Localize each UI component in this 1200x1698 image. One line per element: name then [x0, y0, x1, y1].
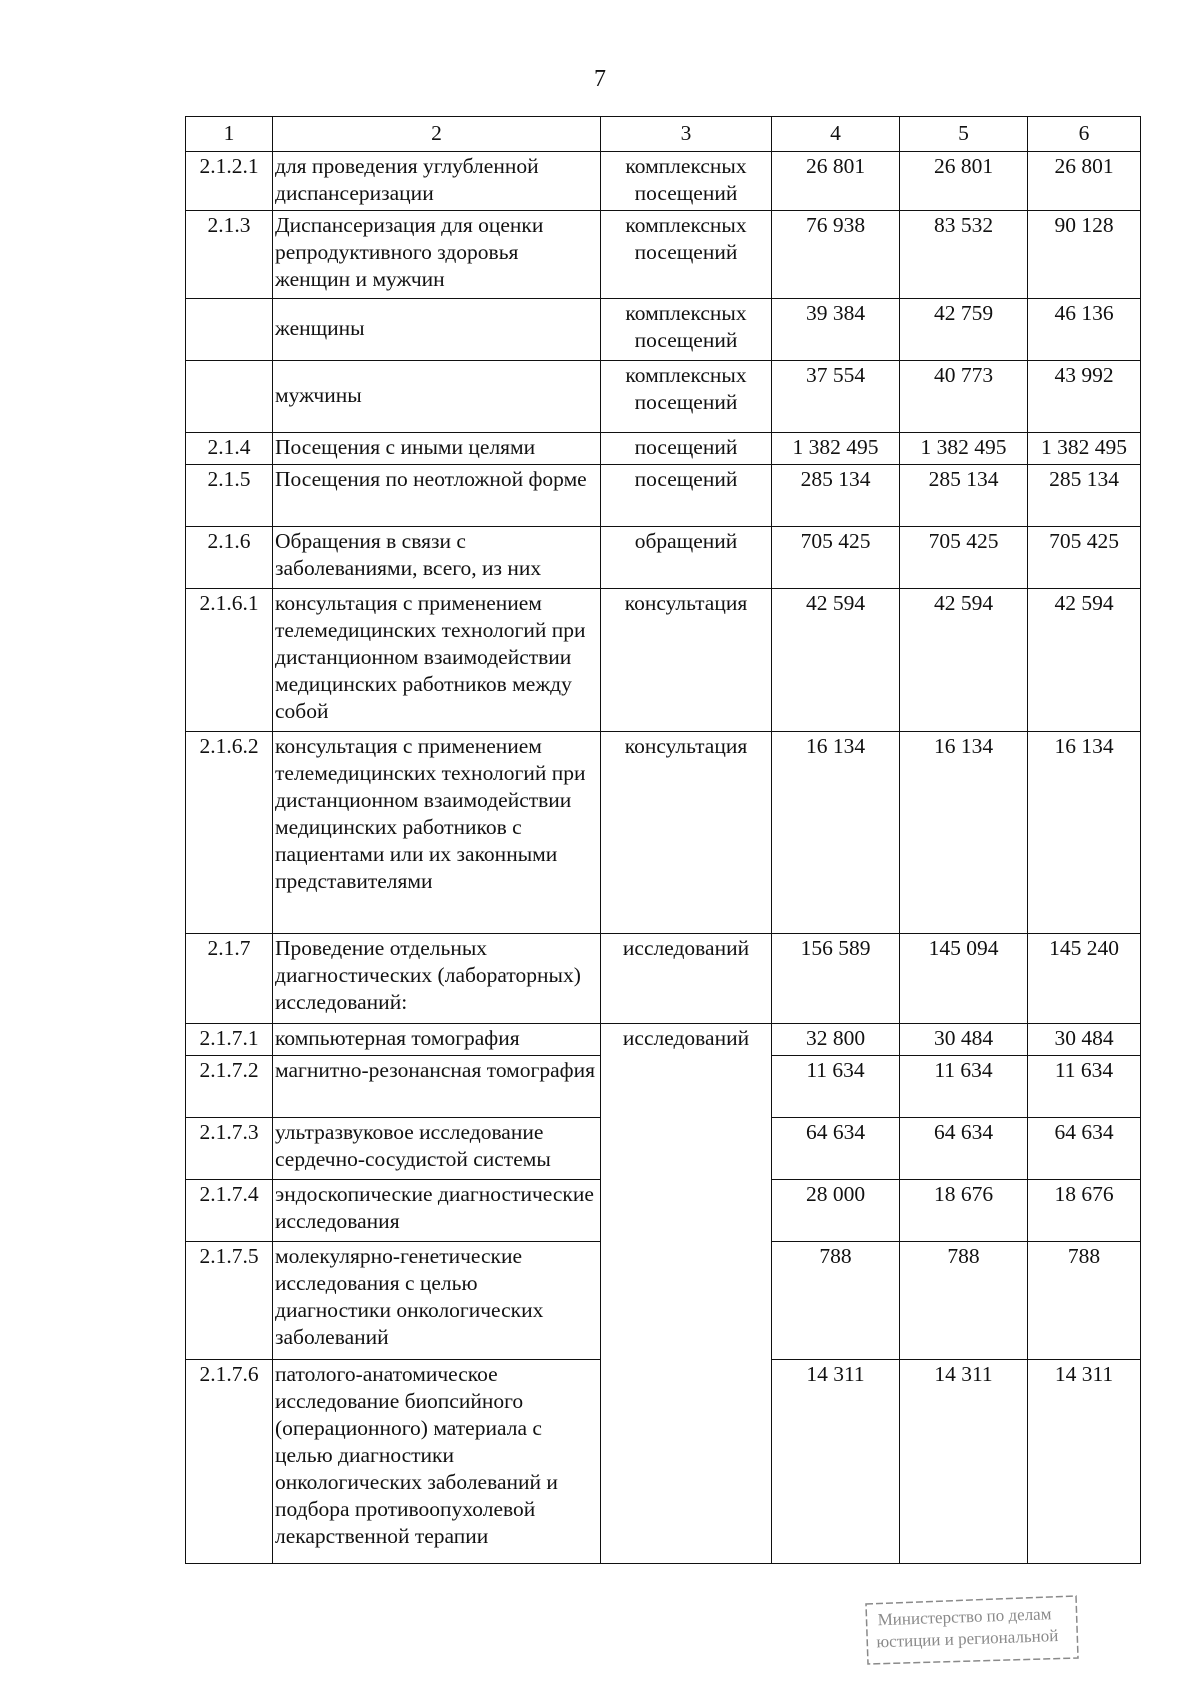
column-header-5: 5 — [900, 117, 1028, 152]
stamp-line-1: Министерство по делам — [877, 1604, 1052, 1630]
table-row — [186, 527, 1141, 589]
row-value-6: 705 425 — [1028, 527, 1141, 589]
row-name: эндоскопические диагностические исследования — [273, 1180, 601, 1242]
row-number: 2.1.6.2 — [186, 732, 273, 934]
row-name: для проведения углубленной диспансеризации — [273, 152, 601, 211]
row-value-5: 40 773 — [900, 361, 1028, 433]
row-unit — [601, 1180, 772, 1242]
row-unit: исследований — [601, 934, 772, 1024]
row-value-5: 42 759 — [900, 299, 1028, 361]
table-row — [186, 934, 1141, 1024]
row-value-5: 26 801 — [900, 152, 1028, 211]
row-value-4: 39 384 — [772, 299, 900, 361]
row-unit: посещений — [601, 465, 772, 527]
row-unit: консультация — [601, 589, 772, 732]
row-value-6: 788 — [1028, 1242, 1141, 1360]
row-value-4: 11 634 — [772, 1056, 900, 1118]
row-unit: посещений — [601, 433, 772, 465]
row-value-6: 1 382 495 — [1028, 433, 1141, 465]
row-unit: комплексных посещений — [601, 211, 772, 299]
row-value-5: 64 634 — [900, 1118, 1028, 1180]
table-row — [186, 1180, 1141, 1242]
row-name: женщины — [273, 299, 601, 361]
row-name: Обращения в связи с заболеваниями, всего, из них — [273, 527, 601, 589]
row-name: молекулярно-генетические исследования с целью диагностики онкологических заболеваний — [273, 1242, 601, 1360]
row-unit: обращений — [601, 527, 772, 589]
row-unit: комплексных посещений — [601, 361, 772, 433]
row-name: ультразвуковое исследование сердечно-сосудистой системы — [273, 1118, 601, 1180]
row-value-4: 14 311 — [772, 1360, 900, 1564]
row-value-4: 285 134 — [772, 465, 900, 527]
table-row — [186, 361, 1141, 433]
row-unit — [601, 1360, 772, 1564]
row-name: Посещения с иными целями — [273, 433, 601, 465]
table-row — [186, 589, 1141, 732]
table-row — [186, 1360, 1141, 1564]
row-value-5: 30 484 — [900, 1024, 1028, 1056]
row-value-6: 46 136 — [1028, 299, 1141, 361]
row-value-4: 37 554 — [772, 361, 900, 433]
row-name: консультация с применением телемедицинских технологий при дистанционном взаимодействии медицинских работников с пациентами или их законными представителями — [273, 732, 601, 934]
row-unit: комплексных посещений — [601, 152, 772, 211]
row-name: патолого-анатомическое исследование биопсийного (операционного) материала с целью диагностики онкологических заболеваний и подбора противоопухолевой лекарственной терапии — [273, 1360, 601, 1564]
row-name: Проведение отдельных диагностических (лабораторных) исследований: — [273, 934, 601, 1024]
row-value-6: 145 240 — [1028, 934, 1141, 1024]
row-value-6: 30 484 — [1028, 1024, 1141, 1056]
row-value-6: 42 594 — [1028, 589, 1141, 732]
row-number — [186, 361, 273, 433]
row-value-5: 42 594 — [900, 589, 1028, 732]
row-unit: консультация — [601, 732, 772, 934]
row-value-5: 705 425 — [900, 527, 1028, 589]
row-name: Диспансеризация для оценки репродуктивного здоровья женщин и мужчин — [273, 211, 601, 299]
row-number: 2.1.7.4 — [186, 1180, 273, 1242]
row-value-4: 76 938 — [772, 211, 900, 299]
table-row — [186, 1056, 1141, 1118]
table-row — [186, 211, 1141, 299]
row-number: 2.1.7.6 — [186, 1360, 273, 1564]
row-value-6: 285 134 — [1028, 465, 1141, 527]
row-value-6: 26 801 — [1028, 152, 1141, 211]
row-name: магнитно-резонансная томография — [273, 1056, 601, 1118]
row-name: компьютерная томография — [273, 1024, 601, 1056]
row-value-4: 32 800 — [772, 1024, 900, 1056]
row-number: 2.1.7.1 — [186, 1024, 273, 1056]
row-value-4: 26 801 — [772, 152, 900, 211]
row-value-4: 788 — [772, 1242, 900, 1360]
row-value-5: 83 532 — [900, 211, 1028, 299]
row-number: 2.1.6.1 — [186, 589, 273, 732]
row-value-4: 1 382 495 — [772, 433, 900, 465]
row-number: 2.1.7 — [186, 934, 273, 1024]
row-value-6: 16 134 — [1028, 732, 1141, 934]
row-unit — [601, 1118, 772, 1180]
column-header-3: 3 — [601, 117, 772, 152]
row-value-6: 43 992 — [1028, 361, 1141, 433]
row-value-6: 14 311 — [1028, 1360, 1141, 1564]
row-number — [186, 299, 273, 361]
row-unit — [601, 1056, 772, 1118]
row-value-4: 16 134 — [772, 732, 900, 934]
row-unit: комплексных посещений — [601, 299, 772, 361]
ministry-stamp — [862, 1592, 1082, 1666]
column-header-2: 2 — [273, 117, 601, 152]
row-value-6: 18 676 — [1028, 1180, 1141, 1242]
table-row — [186, 465, 1141, 527]
row-value-4: 64 634 — [772, 1118, 900, 1180]
row-number: 2.1.4 — [186, 433, 273, 465]
stamp-line-2: юстиции и региональной — [876, 1625, 1059, 1652]
table-row — [186, 1024, 1141, 1056]
row-value-4: 42 594 — [772, 589, 900, 732]
page-number: 7 — [594, 66, 606, 92]
row-number: 2.1.3 — [186, 211, 273, 299]
row-value-4: 705 425 — [772, 527, 900, 589]
row-value-5: 145 094 — [900, 934, 1028, 1024]
column-header-1: 1 — [186, 117, 273, 152]
row-number: 2.1.2.1 — [186, 152, 273, 211]
row-number: 2.1.6 — [186, 527, 273, 589]
row-value-5: 18 676 — [900, 1180, 1028, 1242]
row-value-4: 28 000 — [772, 1180, 900, 1242]
table-row — [186, 299, 1141, 361]
table-row — [186, 732, 1141, 934]
row-unit: исследований — [601, 1024, 772, 1056]
table-header-row — [186, 117, 1141, 152]
row-number: 2.1.7.2 — [186, 1056, 273, 1118]
row-value-5: 285 134 — [900, 465, 1028, 527]
row-value-5: 788 — [900, 1242, 1028, 1360]
row-name: консультация с применением телемедицинских технологий при дистанционном взаимодействии медицинских работников между собой — [273, 589, 601, 732]
row-value-6: 90 128 — [1028, 211, 1141, 299]
data-table — [185, 116, 1141, 1564]
table-row — [186, 433, 1141, 465]
row-value-4: 156 589 — [772, 934, 900, 1024]
row-value-6: 64 634 — [1028, 1118, 1141, 1180]
column-header-4: 4 — [772, 117, 900, 152]
table-row — [186, 1118, 1141, 1180]
row-value-5: 1 382 495 — [900, 433, 1028, 465]
row-name: мужчины — [273, 361, 601, 433]
table-row — [186, 152, 1141, 211]
row-number: 2.1.7.3 — [186, 1118, 273, 1180]
row-number: 2.1.7.5 — [186, 1242, 273, 1360]
row-unit — [601, 1242, 772, 1360]
row-value-5: 16 134 — [900, 732, 1028, 934]
row-value-6: 11 634 — [1028, 1056, 1141, 1118]
table-row — [186, 1242, 1141, 1360]
row-number: 2.1.5 — [186, 465, 273, 527]
row-value-5: 11 634 — [900, 1056, 1028, 1118]
column-header-6: 6 — [1028, 117, 1141, 152]
row-name: Посещения по неотложной форме — [273, 465, 601, 527]
row-value-5: 14 311 — [900, 1360, 1028, 1564]
